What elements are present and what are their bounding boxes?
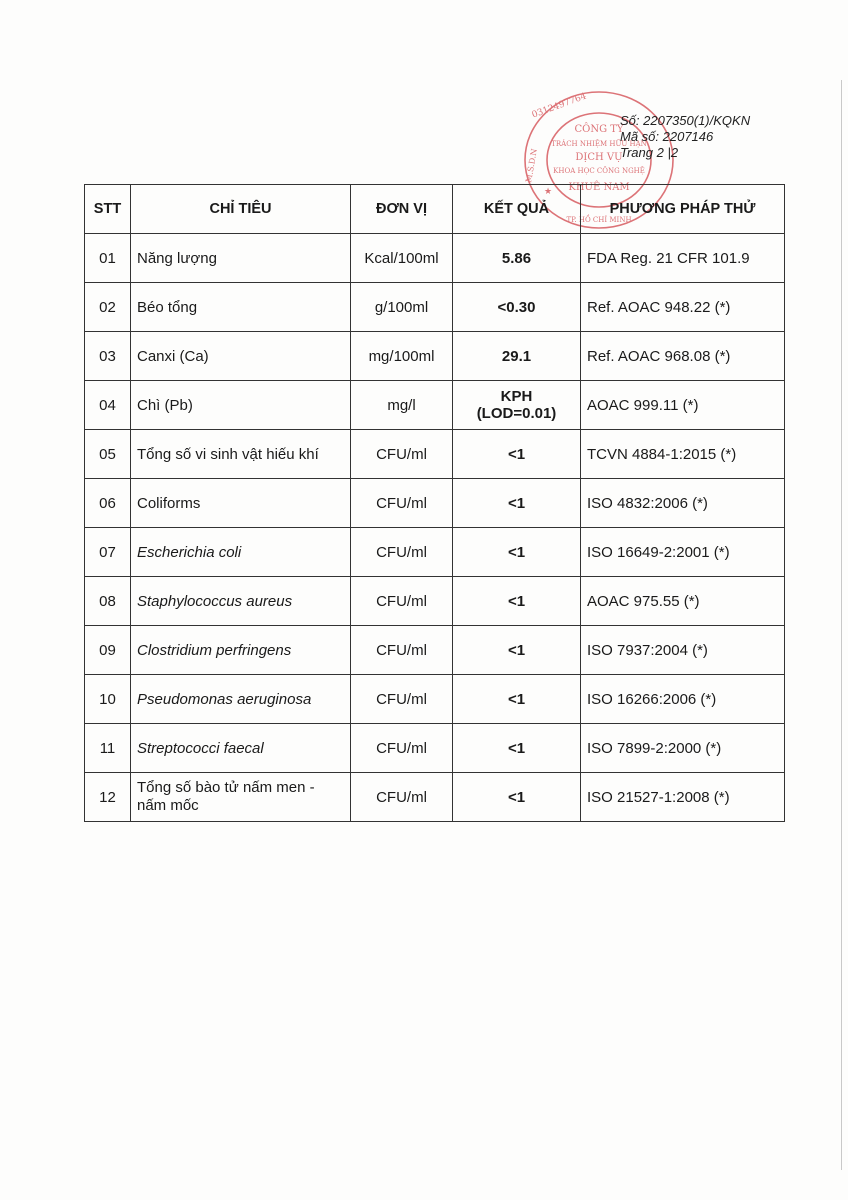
row-unit: CFU/ml xyxy=(351,773,453,822)
svg-text:DỊCH VỤ: DỊCH VỤ xyxy=(575,152,623,163)
row-unit: CFU/ml xyxy=(351,626,453,675)
row-method: Ref. AOAC 968.08 (*) xyxy=(581,332,785,381)
test-results-table xyxy=(84,184,785,822)
row-unit: CFU/ml xyxy=(351,430,453,479)
table-row xyxy=(85,430,785,479)
column-header-unit: ĐƠN VỊ xyxy=(351,185,453,234)
row-unit: CFU/ml xyxy=(351,479,453,528)
row-stt: 01 xyxy=(85,234,131,283)
sample-code: Mã số: 2207146 xyxy=(620,129,714,144)
row-result: 29.1 xyxy=(453,332,581,381)
svg-text:TRÁCH NHIỆM HỮU HẠN: TRÁCH NHIỆM HỮU HẠN xyxy=(551,140,647,148)
svg-text:★: ★ xyxy=(543,187,553,197)
column-header-method: PHƯƠNG PHÁP THỬ xyxy=(581,185,785,234)
row-method: ISO 21527-1:2008 (*) xyxy=(581,773,785,822)
table-row xyxy=(85,577,785,626)
row-criteria: Canxi (Ca) xyxy=(131,332,351,381)
row-result: <1 xyxy=(453,479,581,528)
column-header-result: KẾT QUẢ xyxy=(453,185,581,234)
row-method: ISO 16649-2:2001 (*) xyxy=(581,528,785,577)
table-row xyxy=(85,626,785,675)
table-header-row xyxy=(85,185,785,234)
row-unit: CFU/ml xyxy=(351,528,453,577)
row-result: <1 xyxy=(453,773,581,822)
table-row xyxy=(85,724,785,773)
row-criteria: Tổng số vi sinh vật hiếu khí xyxy=(131,430,351,479)
svg-text:0312497764: 0312497764 xyxy=(530,91,588,121)
row-result: <0.30 xyxy=(453,283,581,332)
row-stt: 03 xyxy=(85,332,131,381)
svg-text:KHUÊ NAM: KHUÊ NAM xyxy=(568,182,630,193)
row-method: AOAC 999.11 (*) xyxy=(581,381,785,430)
row-unit: CFU/ml xyxy=(351,675,453,724)
row-criteria: Coliforms xyxy=(131,479,351,528)
row-method: FDA Reg. 21 CFR 101.9 xyxy=(581,234,785,283)
row-method: Ref. AOAC 948.22 (*) xyxy=(581,283,785,332)
svg-text:KHOA HỌC CÔNG NGHỆ: KHOA HỌC CÔNG NGHỆ xyxy=(553,167,645,175)
row-unit: mg/l xyxy=(351,381,453,430)
row-method: ISO 4832:2006 (*) xyxy=(581,479,785,528)
row-criteria: Béo tổng xyxy=(131,283,351,332)
row-result: <1 xyxy=(453,724,581,773)
row-stt: 07 xyxy=(85,528,131,577)
row-stt: 10 xyxy=(85,675,131,724)
row-stt: 05 xyxy=(85,430,131,479)
row-unit: CFU/ml xyxy=(351,724,453,773)
table-row xyxy=(85,773,785,822)
svg-text:TP. HỒ CHÍ MINH: TP. HỒ CHÍ MINH xyxy=(566,216,632,224)
row-result: KPH (LOD=0.01) xyxy=(453,381,581,430)
column-header-stt: STT xyxy=(85,185,131,234)
report-number: Số: 2207350(1)/KQKN xyxy=(620,113,751,128)
row-criteria: Chì (Pb) xyxy=(131,381,351,430)
row-method: ISO 7937:2004 (*) xyxy=(581,626,785,675)
row-stt: 04 xyxy=(85,381,131,430)
row-result: 5.86 xyxy=(453,234,581,283)
row-result: <1 xyxy=(453,528,581,577)
row-stt: 12 xyxy=(85,773,131,822)
row-criteria: Năng lượng xyxy=(131,234,351,283)
row-stt: 02 xyxy=(85,283,131,332)
row-method: TCVN 4884-1:2015 (*) xyxy=(581,430,785,479)
row-criteria: Tổng số bào tử nấm men - nấm mốc xyxy=(131,773,351,822)
row-method: AOAC 975.55 (*) xyxy=(581,577,785,626)
row-unit: CFU/ml xyxy=(351,577,453,626)
row-stt: 08 xyxy=(85,577,131,626)
table-row xyxy=(85,675,785,724)
table-row xyxy=(85,381,785,430)
row-criteria: Staphylococcus aureus xyxy=(131,577,351,626)
row-stt: 09 xyxy=(85,626,131,675)
row-method: ISO 7899-2:2000 (*) xyxy=(581,724,785,773)
row-criteria: Streptococci faecal xyxy=(131,724,351,773)
row-result: <1 xyxy=(453,626,581,675)
table-row xyxy=(85,283,785,332)
table-row xyxy=(85,528,785,577)
row-stt: 06 xyxy=(85,479,131,528)
row-stt: 11 xyxy=(85,724,131,773)
report-reference xyxy=(620,113,750,161)
svg-text:CÔNG TY: CÔNG TY xyxy=(574,124,624,135)
svg-text:M.S.D.N: M.S.D.N xyxy=(524,147,539,184)
scan-edge-line xyxy=(841,80,842,1170)
table-row xyxy=(85,479,785,528)
row-result: <1 xyxy=(453,430,581,479)
row-unit: mg/100ml xyxy=(351,332,453,381)
row-criteria: Clostridium perfringens xyxy=(131,626,351,675)
table-row xyxy=(85,332,785,381)
row-unit: g/100ml xyxy=(351,283,453,332)
row-criteria: Escherichia coli xyxy=(131,528,351,577)
row-unit: Kcal/100ml xyxy=(351,234,453,283)
row-result: <1 xyxy=(453,577,581,626)
row-result: <1 xyxy=(453,675,581,724)
page-number: Trang 2 |2 xyxy=(620,145,679,160)
column-header-criteria: CHỈ TIÊU xyxy=(131,185,351,234)
table-row xyxy=(85,234,785,283)
row-method: ISO 16266:2006 (*) xyxy=(581,675,785,724)
row-criteria: Pseudomonas aeruginosa xyxy=(131,675,351,724)
